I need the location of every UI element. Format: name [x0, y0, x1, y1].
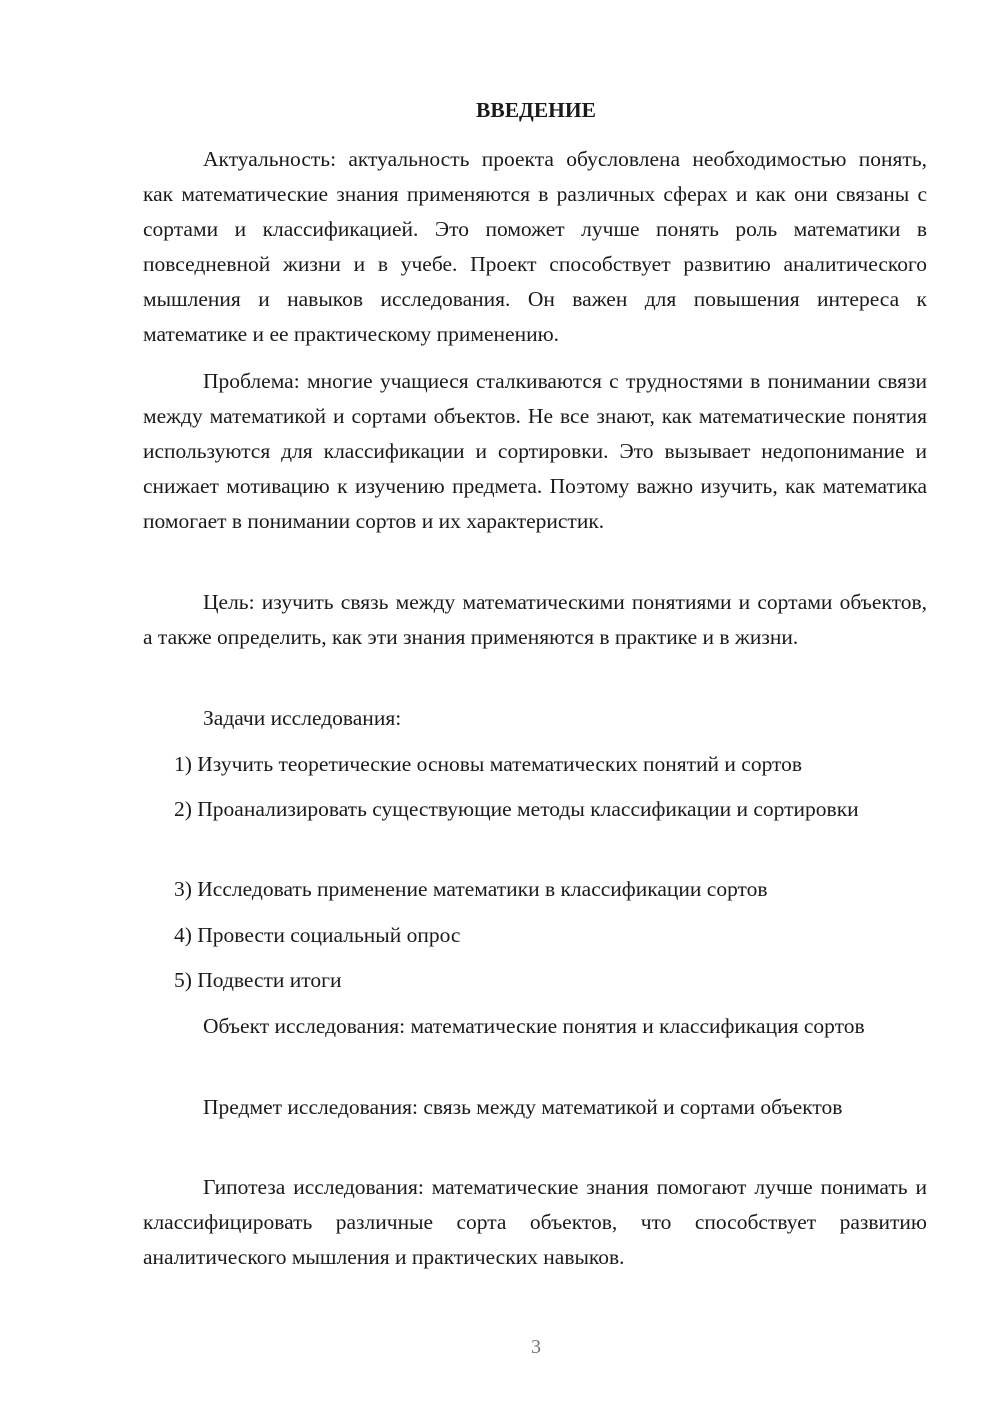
list-item-task-1: 1) Изучить теоретические основы математических понятий и сортов: [174, 752, 803, 776]
paragraph-relevance: Актуальность: актуальность проекта обусловлена необходимостью понять, как математические знания применяются в различных сферах и как они связаны с сортами и классификацией. Это поможет лучше понять роль математики в повседневной жизни и в учебе. Проект способствует развитию аналитического мышления и навыков исследования. Он важен для повышения интереса к математике и ее практическому применению.: [143, 147, 927, 346]
paragraph-hypothesis: Гипотеза исследования: математические знания помогают лучше понимать и классифицировать различные сорта объектов, что способствует развитию аналитического мышления и практических навыков.: [143, 1175, 927, 1269]
paragraph-goal: Цель: изучить связь между математическими понятиями и сортами объектов, а также определить, как эти знания применяются в практике и в жизни.: [143, 590, 927, 649]
list-item-task-2: 2) Проанализировать существующие методы классификации и сортировки: [174, 797, 859, 821]
paragraph-object: Объект исследования: математические понятия и классификация сортов: [203, 1014, 865, 1038]
page-title: ВВЕДЕНИЕ: [476, 98, 596, 122]
list-item-task-5: 5) Подвести итоги: [174, 968, 342, 992]
list-item-task-3: 3) Исследовать применение математики в классификации сортов: [174, 877, 768, 901]
page-number: 3: [531, 1336, 541, 1358]
paragraph-subject: Предмет исследования: связь между математикой и сортами объектов: [203, 1095, 843, 1119]
list-item-task-4: 4) Провести социальный опрос: [174, 923, 461, 947]
paragraph-problem: Проблема: многие учащиеся сталкиваются с трудностями в понимании связи между математикой и сортами объектов. Не все знают, как математические понятия используются для классификации и сортировки. Это вызывает недопонимание и снижает мотивацию к изучению предмета. Поэтому важно изучить, как математика помогает в понимании сортов и их характеристик.: [143, 369, 927, 533]
paragraph-tasks-heading: Задачи исследования:: [203, 706, 402, 730]
